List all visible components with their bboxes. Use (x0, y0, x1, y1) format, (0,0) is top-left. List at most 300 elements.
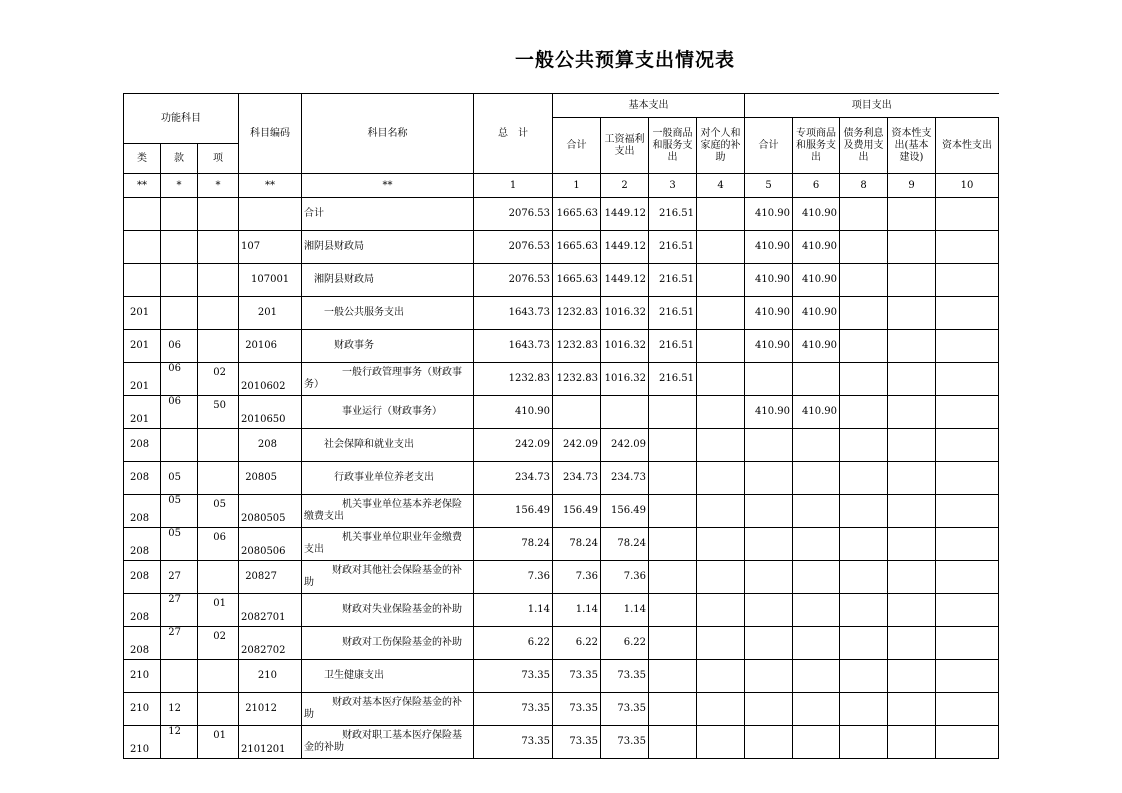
cell-p-total (745, 363, 793, 396)
cell-debt (840, 198, 888, 231)
cell-goods (649, 462, 697, 495)
cell-cap-b (888, 726, 936, 759)
cell-salary: 73.35 (601, 726, 649, 759)
cell-debt (840, 627, 888, 660)
cell-special (793, 660, 840, 693)
cell-debt (840, 660, 888, 693)
cell-code: 20827 (239, 561, 302, 594)
cell-lei: 208 (124, 462, 161, 495)
cell-xiang: 01 (198, 726, 239, 759)
cell-debt (840, 363, 888, 396)
cell-special (793, 726, 840, 759)
table-row (124, 363, 999, 396)
cell-name: 事业运行（财政事务） (302, 396, 474, 429)
cell-lei: 208 (124, 561, 161, 594)
cell-b-total: 1665.63 (553, 264, 601, 297)
cell-debt (840, 495, 888, 528)
cell-p-total: 410.90 (745, 198, 793, 231)
cell-special: 410.90 (793, 264, 840, 297)
cell-goods (649, 429, 697, 462)
cell-total: 242.09 (474, 429, 553, 462)
cell-p-total (745, 726, 793, 759)
cell-cap (936, 429, 999, 462)
cell-debt (840, 330, 888, 363)
cell-cap-b (888, 561, 936, 594)
header-row-1 (124, 94, 999, 118)
cell-goods: 216.51 (649, 297, 697, 330)
cell-goods (649, 495, 697, 528)
table-row (124, 627, 999, 660)
cell-name: 卫生健康支出 (302, 660, 474, 693)
cell-code: 2082701 (239, 594, 302, 627)
cell-p-total: 410.90 (745, 297, 793, 330)
cell-salary: 1016.32 (601, 297, 649, 330)
cell-total: 234.73 (474, 462, 553, 495)
cell-cap-b (888, 495, 936, 528)
cell-kuan: 05 (161, 528, 198, 561)
cell-b-total: 73.35 (553, 726, 601, 759)
cell-debt (840, 231, 888, 264)
cell-special (793, 429, 840, 462)
cell-salary: 1449.12 (601, 231, 649, 264)
cell-lei: 208 (124, 528, 161, 561)
table-row (124, 693, 999, 726)
cell-salary: 78.24 (601, 528, 649, 561)
cell-p-total: 410.90 (745, 330, 793, 363)
cell-name: 财政对其他社会保险基金的补助 (302, 561, 474, 594)
header-basic: 基本支出 (553, 94, 745, 118)
cell-cap (936, 330, 999, 363)
cell-kuan: 06 (161, 396, 198, 429)
cell-total: 1.14 (474, 594, 553, 627)
cell-kuan: 05 (161, 462, 198, 495)
cell-personal (697, 198, 745, 231)
cell-cap-b (888, 528, 936, 561)
cell-goods (649, 594, 697, 627)
cell-cap-b (888, 396, 936, 429)
cell-xiang: 02 (198, 627, 239, 660)
cell-cap (936, 726, 999, 759)
header-total: 总 计 (474, 94, 553, 174)
cell-total: 73.35 (474, 660, 553, 693)
cell-cap (936, 561, 999, 594)
table-row (124, 396, 999, 429)
cell-personal (697, 462, 745, 495)
cell-cap-b (888, 264, 936, 297)
cell-total: 1643.73 (474, 330, 553, 363)
cell-total: 410.90 (474, 396, 553, 429)
cell-special: 410.90 (793, 198, 840, 231)
table-row (124, 561, 999, 594)
cell-xiang (198, 462, 239, 495)
cell-cap-b (888, 231, 936, 264)
cell-cap (936, 462, 999, 495)
cell-salary: 7.36 (601, 561, 649, 594)
index-cell: 9 (888, 174, 936, 198)
cell-total: 6.22 (474, 627, 553, 660)
cell-code: 210 (239, 660, 302, 693)
cell-salary: 234.73 (601, 462, 649, 495)
cell-special: 410.90 (793, 396, 840, 429)
cell-code: 20805 (239, 462, 302, 495)
cell-kuan: 06 (161, 363, 198, 396)
cell-debt (840, 528, 888, 561)
cell-b-total: 6.22 (553, 627, 601, 660)
cell-lei (124, 231, 161, 264)
cell-b-total: 1232.83 (553, 330, 601, 363)
cell-goods (649, 726, 697, 759)
cell-cap (936, 693, 999, 726)
table-row (124, 330, 999, 363)
cell-xiang (198, 297, 239, 330)
cell-kuan: 27 (161, 561, 198, 594)
cell-code: 2080506 (239, 528, 302, 561)
cell-lei: 210 (124, 693, 161, 726)
cell-code: 21012 (239, 693, 302, 726)
cell-goods (649, 528, 697, 561)
cell-name: 湘阴县财政局 (302, 264, 474, 297)
cell-salary: 156.49 (601, 495, 649, 528)
cell-cap-b (888, 330, 936, 363)
cell-lei: 208 (124, 594, 161, 627)
cell-kuan (161, 297, 198, 330)
cell-personal (697, 363, 745, 396)
cell-personal (697, 264, 745, 297)
cell-cap-b (888, 297, 936, 330)
cell-salary: 1.14 (601, 594, 649, 627)
cell-xiang (198, 231, 239, 264)
cell-xiang: 01 (198, 594, 239, 627)
cell-cap-b (888, 363, 936, 396)
cell-lei: 201 (124, 297, 161, 330)
cell-personal (697, 330, 745, 363)
cell-name: 财政对职工基本医疗保险基金的补助 (302, 726, 474, 759)
index-cell: * (161, 174, 198, 198)
cell-special (793, 462, 840, 495)
cell-cap (936, 363, 999, 396)
cell-b-total: 78.24 (553, 528, 601, 561)
cell-goods (649, 561, 697, 594)
header-subject-code: 科目编码 (239, 94, 302, 174)
cell-debt (840, 429, 888, 462)
cell-salary (601, 396, 649, 429)
cell-personal (697, 594, 745, 627)
header-special: 专项商品和服务支出 (793, 118, 840, 174)
cell-name: 财政对失业保险基金的补助 (302, 594, 474, 627)
cell-special (793, 495, 840, 528)
cell-code: 107001 (239, 264, 302, 297)
header-subject-name: 科目名称 (302, 94, 474, 174)
cell-name: 财政事务 (302, 330, 474, 363)
cell-code: 2010650 (239, 396, 302, 429)
cell-total: 2076.53 (474, 264, 553, 297)
cell-lei: 208 (124, 495, 161, 528)
cell-p-total (745, 495, 793, 528)
cell-goods: 216.51 (649, 363, 697, 396)
cell-total: 78.24 (474, 528, 553, 561)
cell-special: 410.90 (793, 330, 840, 363)
cell-salary: 6.22 (601, 627, 649, 660)
cell-kuan: 05 (161, 495, 198, 528)
cell-special (793, 693, 840, 726)
cell-p-total (745, 594, 793, 627)
cell-p-total (745, 627, 793, 660)
cell-debt (840, 462, 888, 495)
index-cell: 6 (793, 174, 840, 198)
page-title: 一般公共预算支出情况表 (514, 49, 735, 71)
cell-total: 7.36 (474, 561, 553, 594)
table-row (124, 198, 999, 231)
cell-special (793, 627, 840, 660)
cell-kuan (161, 198, 198, 231)
cell-b-total: 234.73 (553, 462, 601, 495)
cell-goods (649, 693, 697, 726)
table-row (124, 726, 999, 759)
cell-goods: 216.51 (649, 264, 697, 297)
cell-code: 201 (239, 297, 302, 330)
cell-lei (124, 264, 161, 297)
cell-cap (936, 396, 999, 429)
cell-goods: 216.51 (649, 198, 697, 231)
cell-name: 机关事业单位基本养老保险缴费支出 (302, 495, 474, 528)
cell-special: 410.90 (793, 297, 840, 330)
cell-personal (697, 429, 745, 462)
cell-debt (840, 726, 888, 759)
header-goods: 一般商品和服务支出 (649, 118, 697, 174)
cell-name: 行政事业单位养老支出 (302, 462, 474, 495)
cell-personal (697, 693, 745, 726)
cell-goods: 216.51 (649, 231, 697, 264)
table-row (124, 297, 999, 330)
header-project: 项目支出 (745, 94, 999, 118)
index-cell: 2 (601, 174, 649, 198)
cell-salary: 1016.32 (601, 330, 649, 363)
cell-special: 410.90 (793, 231, 840, 264)
index-cell: * (198, 174, 239, 198)
cell-name: 湘阴县财政局 (302, 231, 474, 264)
cell-lei: 208 (124, 429, 161, 462)
cell-p-total: 410.90 (745, 396, 793, 429)
cell-p-total (745, 561, 793, 594)
cell-b-total: 1.14 (553, 594, 601, 627)
table-row (124, 231, 999, 264)
cell-kuan (161, 231, 198, 264)
header-debt: 债务利息及费用支出 (840, 118, 888, 174)
cell-xiang: 05 (198, 495, 239, 528)
cell-code: 208 (239, 429, 302, 462)
index-cell: 10 (936, 174, 999, 198)
cell-b-total: 1232.83 (553, 363, 601, 396)
cell-b-total: 1665.63 (553, 198, 601, 231)
index-cell: 4 (697, 174, 745, 198)
cell-kuan (161, 264, 198, 297)
cell-personal (697, 561, 745, 594)
cell-salary: 1449.12 (601, 264, 649, 297)
cell-salary: 73.35 (601, 660, 649, 693)
cell-lei: 201 (124, 330, 161, 363)
cell-salary: 73.35 (601, 693, 649, 726)
cell-xiang (198, 198, 239, 231)
header-capital: 资本性支出 (936, 118, 999, 174)
index-cell: ** (302, 174, 474, 198)
cell-special (793, 561, 840, 594)
cell-xiang (198, 264, 239, 297)
header-capital-basic: 资本性支出(基本建设) (888, 118, 936, 174)
cell-b-total: 242.09 (553, 429, 601, 462)
cell-p-total (745, 693, 793, 726)
cell-b-total: 7.36 (553, 561, 601, 594)
cell-code: 107 (239, 231, 302, 264)
cell-personal (697, 396, 745, 429)
cell-total: 1232.83 (474, 363, 553, 396)
cell-personal (697, 726, 745, 759)
cell-debt (840, 264, 888, 297)
cell-b-total: 1665.63 (553, 231, 601, 264)
index-cell: 5 (745, 174, 793, 198)
cell-name: 一般公共服务支出 (302, 297, 474, 330)
cell-salary: 242.09 (601, 429, 649, 462)
cell-cap-b (888, 627, 936, 660)
cell-total: 1643.73 (474, 297, 553, 330)
cell-lei: 210 (124, 726, 161, 759)
budget-table (123, 93, 999, 759)
cell-xiang (198, 429, 239, 462)
cell-goods (649, 396, 697, 429)
cell-code: 2082702 (239, 627, 302, 660)
index-cell: 3 (649, 174, 697, 198)
header-salary: 工资福利支出 (601, 118, 649, 174)
cell-total: 73.35 (474, 693, 553, 726)
cell-cap (936, 264, 999, 297)
cell-kuan: 27 (161, 627, 198, 660)
cell-personal (697, 528, 745, 561)
cell-xiang: 06 (198, 528, 239, 561)
cell-goods (649, 627, 697, 660)
cell-name: 一般行政管理事务（财政事务） (302, 363, 474, 396)
cell-p-total (745, 660, 793, 693)
table-row (124, 462, 999, 495)
cell-p-total: 410.90 (745, 264, 793, 297)
cell-total: 73.35 (474, 726, 553, 759)
cell-code: 2010602 (239, 363, 302, 396)
cell-code: 20106 (239, 330, 302, 363)
cell-p-total (745, 429, 793, 462)
cell-b-total: 73.35 (553, 660, 601, 693)
cell-total: 2076.53 (474, 231, 553, 264)
header-basic-total: 合计 (553, 118, 601, 174)
cell-b-total: 156.49 (553, 495, 601, 528)
cell-personal (697, 495, 745, 528)
cell-personal (697, 231, 745, 264)
cell-personal (697, 660, 745, 693)
cell-debt (840, 594, 888, 627)
cell-kuan (161, 429, 198, 462)
cell-salary: 1016.32 (601, 363, 649, 396)
cell-lei (124, 198, 161, 231)
cell-lei: 210 (124, 660, 161, 693)
cell-cap (936, 297, 999, 330)
cell-b-total: 1232.83 (553, 297, 601, 330)
cell-p-total (745, 462, 793, 495)
table-row (124, 264, 999, 297)
cell-p-total: 410.90 (745, 231, 793, 264)
cell-kuan: 06 (161, 330, 198, 363)
cell-debt (840, 693, 888, 726)
cell-debt (840, 297, 888, 330)
cell-xiang: 50 (198, 396, 239, 429)
cell-cap-b (888, 594, 936, 627)
cell-name: 财政对基本医疗保险基金的补助 (302, 693, 474, 726)
cell-xiang: 02 (198, 363, 239, 396)
cell-code: 2101201 (239, 726, 302, 759)
cell-lei: 201 (124, 363, 161, 396)
header-func-subject: 功能科目 (124, 94, 239, 144)
cell-total: 156.49 (474, 495, 553, 528)
cell-goods: 216.51 (649, 330, 697, 363)
index-cell: ** (124, 174, 161, 198)
cell-cap (936, 495, 999, 528)
cell-xiang (198, 693, 239, 726)
header-project-total: 合计 (745, 118, 793, 174)
cell-total: 2076.53 (474, 198, 553, 231)
cell-cap (936, 594, 999, 627)
cell-goods (649, 660, 697, 693)
cell-cap (936, 198, 999, 231)
cell-name: 财政对工伤保险基金的补助 (302, 627, 474, 660)
cell-name: 机关事业单位职业年金缴费支出 (302, 528, 474, 561)
header-kuan: 款 (161, 144, 198, 174)
cell-cap (936, 528, 999, 561)
table-row (124, 528, 999, 561)
cell-cap (936, 660, 999, 693)
cell-cap-b (888, 693, 936, 726)
header-xiang: 项 (198, 144, 239, 174)
index-row (124, 174, 999, 198)
cell-debt (840, 396, 888, 429)
cell-special (793, 528, 840, 561)
index-cell: ** (239, 174, 302, 198)
cell-kuan: 27 (161, 594, 198, 627)
cell-xiang (198, 561, 239, 594)
cell-xiang (198, 330, 239, 363)
cell-name: 社会保障和就业支出 (302, 429, 474, 462)
index-cell: 1 (474, 174, 553, 198)
cell-special (793, 363, 840, 396)
table-row (124, 495, 999, 528)
cell-name: 合计 (302, 198, 474, 231)
cell-b-total: 73.35 (553, 693, 601, 726)
cell-code: 2080505 (239, 495, 302, 528)
index-cell: 8 (840, 174, 888, 198)
header-personal: 对个人和家庭的补助 (697, 118, 745, 174)
cell-xiang (198, 660, 239, 693)
cell-cap (936, 231, 999, 264)
cell-cap-b (888, 429, 936, 462)
cell-personal (697, 627, 745, 660)
table-row (124, 429, 999, 462)
cell-lei: 201 (124, 396, 161, 429)
cell-p-total (745, 528, 793, 561)
cell-debt (840, 561, 888, 594)
cell-code (239, 198, 302, 231)
cell-cap-b (888, 462, 936, 495)
cell-kuan (161, 660, 198, 693)
table-row (124, 660, 999, 693)
cell-lei: 208 (124, 627, 161, 660)
cell-personal (697, 297, 745, 330)
cell-b-total (553, 396, 601, 429)
index-cell: 1 (553, 174, 601, 198)
